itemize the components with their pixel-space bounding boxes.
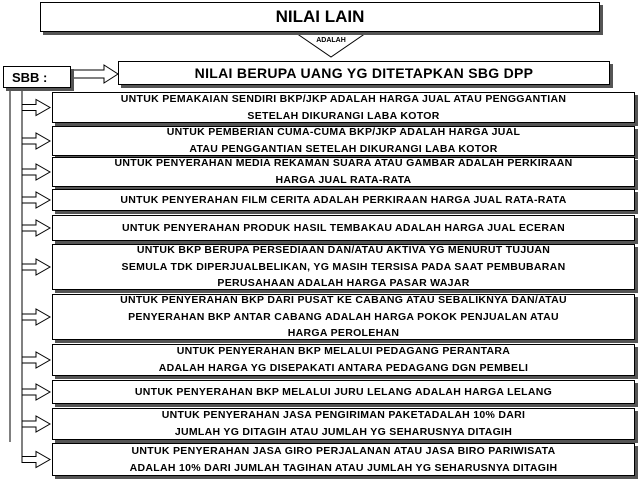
item-text: UNTUK PENYERAHAN JASA GIRO PERJALANAN ATAU JASA BIRO PARIWISATA ADALAH 10% DARI JUMLAH TAGIHAN ATAU JUMLAH YG SEHARUSNYA DITAGIH — [129, 444, 558, 474]
sbb-label: SBB : — [3, 66, 71, 88]
item-text: UNTUK PEMBERIAN CUMA-CUMA BKP/JKP ADALAH HARGA JUAL ATAU PENGGANTIAN SETELAH DIKURANGI LABA KOTOR — [166, 126, 521, 155]
item-arrow-5 — [22, 220, 50, 236]
item-arrow-8 — [22, 352, 50, 368]
item-arrow-10 — [22, 416, 50, 432]
adalah-label: ADALAH — [316, 37, 346, 44]
item-box-8 — [52, 344, 635, 376]
page-title: NILAI LAIN — [40, 2, 600, 32]
sbb-arrow — [71, 65, 118, 83]
item-text: UNTUK PENYERAHAN MEDIA REKAMAN SUARA ATAU GAMBAR ADALAH PERKIRAAN HARGA JUAL RATA-RATA — [114, 157, 573, 186]
item-arrow-6 — [22, 259, 50, 275]
item-text: UNTUK PENYERAHAN PRODUK HASIL TEMBAKAU ADALAH HARGA JUAL ECERAN — [122, 221, 565, 234]
item-box-1 — [52, 92, 635, 123]
item-box-6 — [52, 244, 635, 290]
item-text: UNTUK PENYERAHAN FILM CERITA ADALAH PERKIRAAN HARGA JUAL RATA-RATA — [120, 193, 567, 206]
item-arrow-7 — [22, 309, 50, 325]
item-box-7 — [52, 294, 635, 340]
item-text: UNTUK PEMAKAIAN SENDIRI BKP/JKP ADALAH HARGA JUAL ATAU PENGGANTIAN SETELAH DIKURANGI LABA KOTOR — [120, 92, 567, 122]
item-box-3 — [52, 157, 635, 187]
item-text: UNTUK PENYERAHAN BKP DARI PUSAT KE CABANG ATAU SEBALIKNYA DAN/ATAU PENYERAHAN BKP ANTAR CABANG ADALAH HARGA POKOK PENJUALAN ATAU HARGA PEROLEHAN — [120, 293, 567, 340]
item-arrow-11 — [22, 452, 50, 468]
item-arrow-4 — [22, 192, 50, 208]
item-arrows — [22, 100, 50, 468]
item-text: UNTUK PENYERAHAN JASA PENGIRIMAN PAKETADALAH 10% DARI JUMLAH YG DITAGIH ATAU JUMLAH YG SEHARUSNYA DITAGIH — [161, 409, 526, 438]
item-arrow-3 — [22, 164, 50, 180]
item-arrow-2 — [22, 133, 50, 149]
item-text: UNTUK PENYERAHAN BKP MELALUI PEDAGANG PERANTARA ADALAH HARGA YG DISEPAKATI ANTARA PEDAGANG DGN PEMBELI — [158, 345, 529, 374]
item-box-4 — [52, 189, 635, 211]
item-box-11 — [52, 443, 635, 476]
item-box-2 — [52, 126, 635, 156]
item-arrow-9 — [22, 384, 50, 400]
item-box-5 — [52, 215, 635, 241]
item-arrow-1 — [22, 100, 50, 116]
item-text: UNTUK BKP BERUPA PERSEDIAAN DAN/ATAU AKTIVA YG MENURUT TUJUAN SEMULA TDK DIPERJUALBELIKAN, YG MASIH TERSISA PADA SAAT PEMBUBARAN PERUSAHAAN ADALAH HARGA PASAR WAJAR — [121, 243, 566, 290]
item-box-9 — [52, 380, 635, 404]
item-box-10 — [52, 408, 635, 440]
item-text: UNTUK PENYERAHAN BKP MELALUI JURU LELANG ADALAH HARGA LELANG — [134, 385, 553, 398]
subtitle-box: NILAI BERUPA UANG YG DITETAPKAN SBG DPP — [118, 61, 610, 85]
